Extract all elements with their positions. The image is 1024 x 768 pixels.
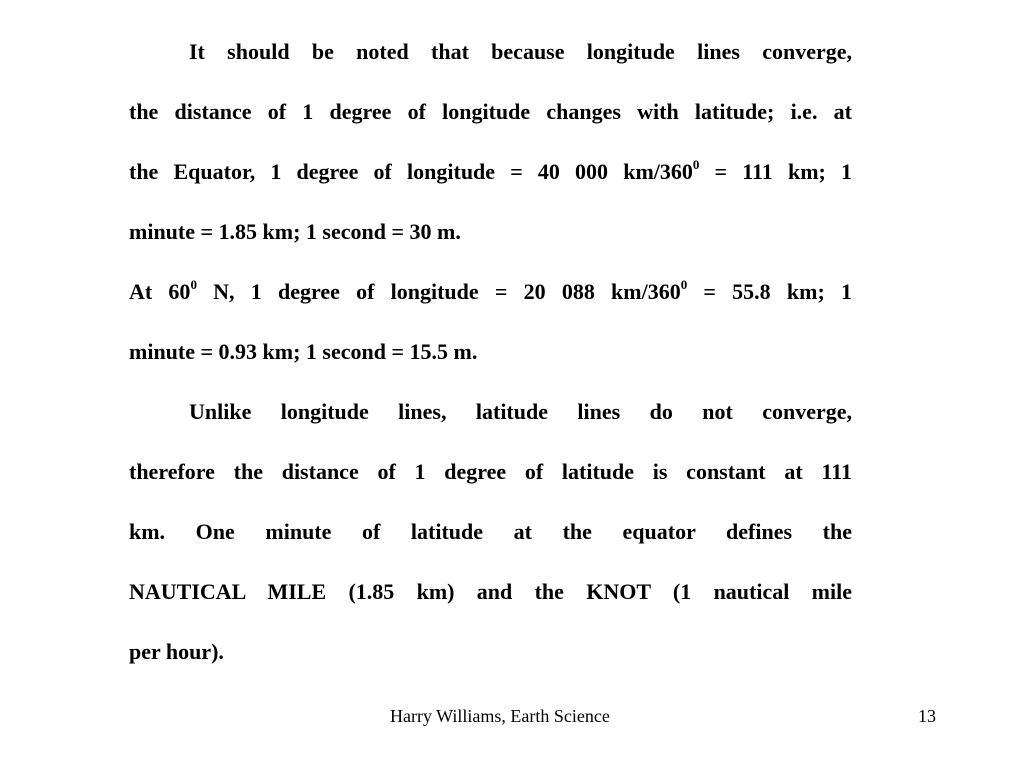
text-segment: At 60 — [129, 279, 191, 304]
text-line — [129, 262, 852, 322]
text-line — [129, 142, 852, 202]
paragraph-latitude — [129, 382, 852, 682]
text-segment: the Equator, 1 degree of longitude = 40 000 km/360 — [129, 159, 693, 184]
text-line: NAUTICAL MILE (1.85 km) and the KNOT (1 nautical mile — [129, 579, 852, 604]
degree-superscript: 0 — [680, 276, 688, 292]
text-line: therefore the distance of 1 degree of latitude is constant at 111 — [129, 459, 852, 484]
text-line: Unlike longitude lines, latitude lines do not converge, — [189, 399, 852, 424]
slide-body — [129, 22, 852, 682]
text-line: per hour). — [129, 639, 224, 664]
text-line: km. One minute of latitude at the equator defines the — [129, 519, 852, 544]
text-segment: = 111 km; 1 — [699, 159, 853, 184]
text-segment: = 55.8 km; 1 — [687, 279, 852, 304]
paragraph-60-north — [129, 262, 852, 382]
degree-superscript: 0 — [692, 156, 700, 172]
page-number: 13 — [918, 706, 936, 726]
paragraph-longitude-convergence — [129, 22, 852, 262]
text-line: the distance of 1 degree of longitude changes with latitude; i.e. at — [129, 99, 852, 124]
text-line: minute = 0.93 km; 1 second = 15.5 m. — [129, 339, 478, 364]
degree-superscript: 0 — [190, 276, 197, 292]
text-segment: N, 1 degree of longitude = 20 088 km/360 — [196, 279, 681, 304]
text-line: It should be noted that because longitude lines converge, — [189, 39, 852, 64]
text-line: minute = 1.85 km; 1 second = 30 m. — [129, 219, 461, 244]
footer-author: Harry Williams, Earth Science — [390, 706, 610, 726]
